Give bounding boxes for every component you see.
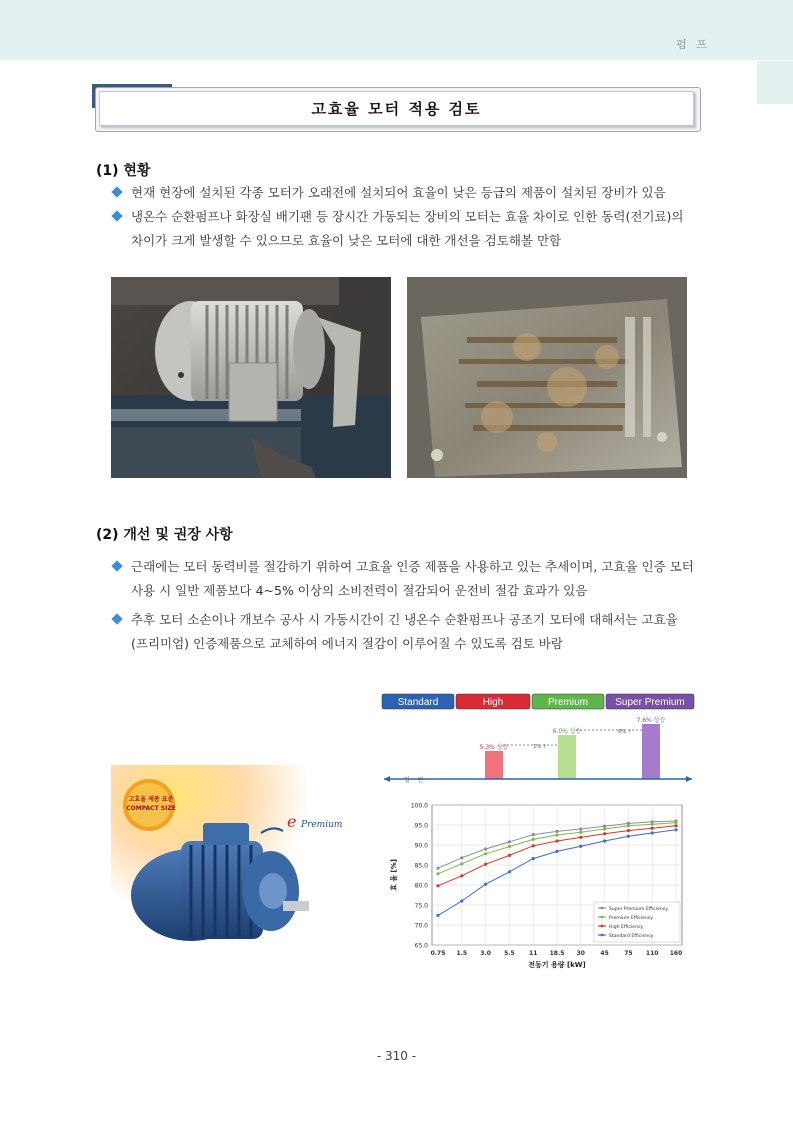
data-point: [579, 845, 582, 848]
label-premium-step: 1% ↑: [533, 744, 547, 750]
y-tick-label: 65.0: [414, 942, 428, 950]
data-point: [674, 828, 677, 831]
data-point: [532, 844, 535, 847]
label-super-step: 6% ↑: [618, 729, 632, 735]
data-point: [436, 914, 439, 917]
x-tick-label: 160: [669, 950, 683, 957]
efficiency-chart: [380, 795, 696, 980]
label-super-gain: 7.6% 상승: [636, 717, 666, 724]
list-item: 추후 모터 소손이나 개보수 공사 시 가동시간이 긴 냉온수 순환펌프나 공조기 모터에 대해서는 고효율: [113, 608, 703, 632]
premium-motor-image: [111, 765, 343, 961]
data-point: [603, 825, 606, 828]
y-tick-label: 100.0: [410, 802, 428, 810]
y-tick-label: 75.0: [414, 902, 428, 910]
data-point: [627, 824, 630, 827]
data-point: [508, 870, 511, 873]
label-premium-gain: 6.0% 상승: [552, 728, 582, 735]
x-tick-label: 75: [624, 950, 633, 957]
data-point: [651, 827, 654, 830]
grade-tab-label: Premium: [547, 697, 589, 708]
premium-logo: Premium: [301, 820, 343, 830]
data-point: [436, 867, 439, 870]
page-title: 고효율 모터 적용 검토: [311, 100, 482, 118]
data-point: [484, 863, 487, 866]
data-point: [484, 847, 487, 850]
x-axis-label: 전동기 용량 [kW]: [528, 961, 586, 969]
data-point: [436, 884, 439, 887]
data-point: [532, 857, 535, 860]
header-band: [0, 0, 793, 60]
legend-label: Premium Efficiency: [609, 916, 654, 921]
data-point: [555, 850, 558, 853]
section-heading-current-status: (1) 현황: [96, 163, 151, 179]
list-item-continuation: 차이가 크게 발생할 수 있으므로 효율이 낮은 모터에 대한 개선을 검토해볼 만함: [131, 233, 562, 248]
data-point: [651, 823, 654, 826]
y-tick-label: 80.0: [414, 882, 428, 890]
data-point: [436, 872, 439, 875]
grade-tab-label: Super Premium: [615, 697, 685, 708]
efficiency-grade-graphic: [380, 693, 696, 790]
grade-tab-label: High: [482, 697, 504, 708]
y-tick-label: 95.0: [414, 822, 428, 830]
grade-tab-label: Standard: [397, 697, 439, 708]
x-tick-label: 11: [529, 950, 538, 957]
y-tick-label: 70.0: [414, 922, 428, 930]
data-point: [508, 845, 511, 848]
x-tick-label: 0.75: [430, 950, 446, 957]
data-point: [579, 836, 582, 839]
data-point: [460, 899, 463, 902]
data-point: [579, 831, 582, 834]
grade-bar-premium: [558, 735, 576, 779]
data-point: [484, 852, 487, 855]
x-tick-label: 1.5: [456, 950, 468, 957]
page-number: - 310 -: [376, 1049, 417, 1063]
title-box: [95, 87, 701, 132]
legend-marker: [601, 934, 604, 937]
data-point: [603, 832, 606, 835]
data-point: [460, 874, 463, 877]
data-point: [627, 835, 630, 838]
x-tick-label: 5.5: [504, 950, 515, 957]
y-axis-label: 효 율 [%]: [390, 859, 398, 891]
x-tick-label: 30: [576, 950, 585, 957]
data-point: [508, 840, 511, 843]
legend-label: Standard Efficiency: [609, 934, 654, 939]
data-point: [651, 831, 654, 834]
svg-text:e: e: [287, 812, 297, 831]
data-point: [532, 833, 535, 836]
label-high-gain: 5.3% 상승: [479, 744, 509, 751]
header-section-label: 펌 프: [676, 38, 710, 51]
data-point: [674, 824, 677, 827]
data-point: [555, 830, 558, 833]
data-point: [460, 856, 463, 859]
data-point: [555, 833, 558, 836]
x-tick-label: 3.0: [480, 950, 491, 957]
data-point: [555, 839, 558, 842]
y-tick-label: 85.0: [414, 862, 428, 870]
badge-line1: 고효율 제품 표준: [128, 796, 174, 803]
y-tick-label: 90.0: [414, 842, 428, 850]
list-item-continuation: 사용 시 일반 제품보다 4~5% 이상의 소비전력이 절감되어 운전비 절감 효과가 있음: [131, 583, 588, 598]
data-point: [484, 883, 487, 886]
grade-bar-high: [485, 751, 503, 779]
x-tick-label: 110: [645, 950, 659, 957]
legend-marker: [601, 907, 604, 910]
data-point: [674, 821, 677, 824]
list-item: 근래에는 모터 동력비를 절감하기 위하여 고효율 인증 제품을 사용하고 있는 추세이며, 고효율 인증 모터: [113, 555, 703, 579]
data-point: [508, 854, 511, 857]
legend-marker: [601, 916, 604, 919]
data-point: [627, 829, 630, 832]
old-motor-photo: [111, 277, 391, 478]
legend-label: High Efficiency: [609, 925, 644, 930]
data-point: [603, 827, 606, 830]
list-item-continuation: (프리미엄) 인증제품으로 교체하여 에너지 절감이 이루어질 수 있도록 검토 바람: [131, 636, 563, 651]
data-point: [603, 839, 606, 842]
header-side-tab: [757, 0, 793, 104]
list-item: 현재 현장에 설치된 각종 모터가 오래전에 설치되어 효율이 낮은 등급의 제품이 설치된 장비가 있음: [113, 181, 703, 205]
data-point: [532, 838, 535, 841]
badge-line2: COMPACT SIZE: [126, 805, 176, 812]
legend-label: Super Premium Efficiency: [609, 907, 668, 912]
section-heading-recommendations: (2) 개선 및 권장 사항: [96, 527, 233, 543]
x-tick-label: 45: [600, 950, 609, 957]
legend-marker: [601, 925, 604, 928]
data-point: [460, 862, 463, 865]
data-point: [579, 827, 582, 830]
grade-bar-super-premium: [642, 724, 660, 779]
x-tick-label: 18.5: [549, 950, 565, 957]
label-baseline: 일 반: [404, 777, 427, 784]
list-item: 냉온수 순환펌프나 화장실 배기팬 등 장시간 가동되는 장비의 모터는 효율 차이로 인한 동력(전기료)의: [113, 205, 703, 229]
motor-nameplate-photo: [407, 277, 687, 478]
